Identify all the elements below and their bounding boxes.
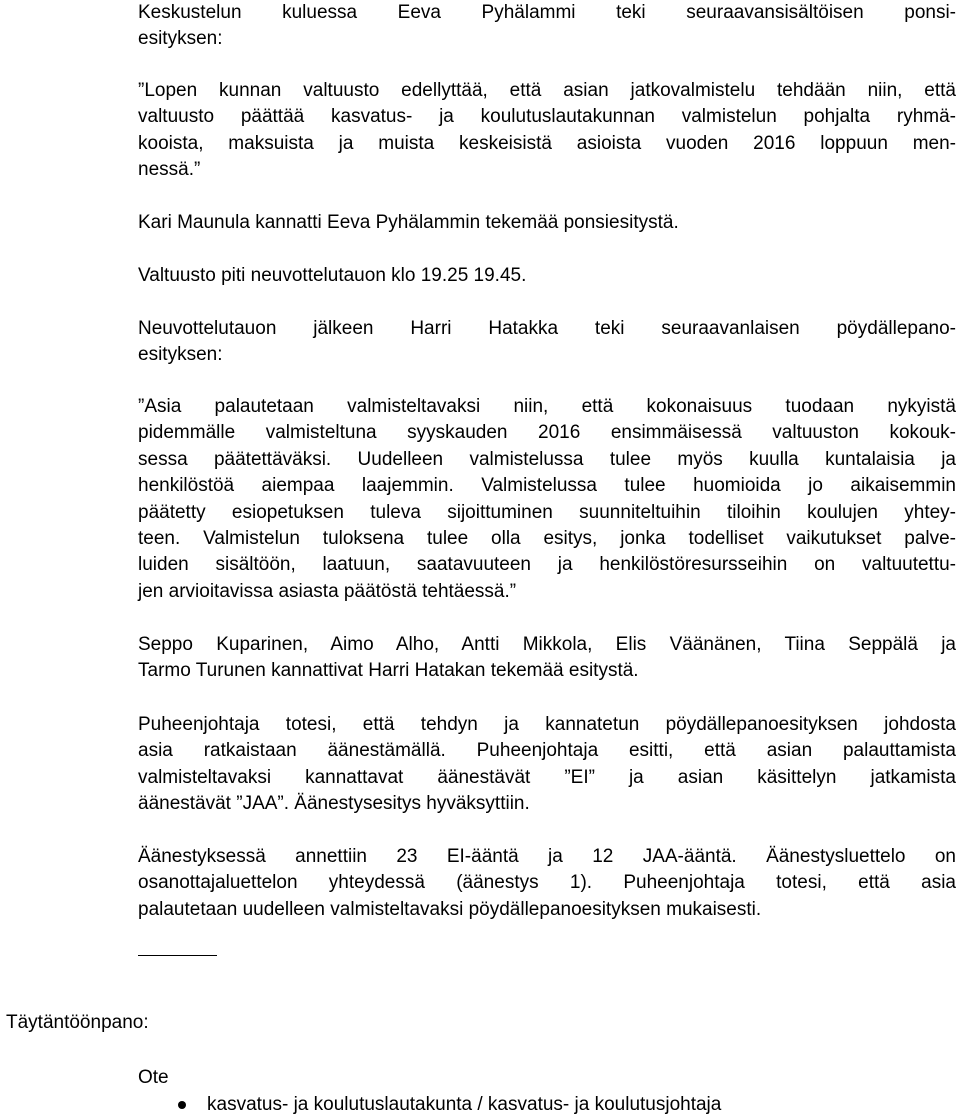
paragraph-kannatus-2 [138,632,956,685]
text-line: sessa päätettäväksi. Uudelleen valmistelussa tulee myös kuulla kuntalaisia ja [138,448,956,470]
text-line: asia ratkaistaan äänestämällä. Puheenjohtaja esitti, että asian palauttamista [138,740,956,762]
text-line: äänestävät ”JAA”. Äänestysesitys hyväksyttiin. [138,793,530,815]
paragraph-pons-intro [138,0,956,53]
text-line: Puheenjohtaja totesi, että tehdyn ja kannatetun pöydällepanoesityksen johdosta [138,714,956,735]
text-line: kooista, maksuista ja muista keskeisistä asioista vuoden 2016 loppuun men- [138,132,956,154]
paragraph-neuvottelutauko [138,263,956,289]
bullet-icon [178,1101,186,1109]
list-item [178,1094,721,1116]
paragraph-kannatus-1 [138,210,956,236]
list-item-text: kasvatus- ja koulutuslautakunta / kasvatus- ja koulutusjohtaja [207,1094,722,1115]
paragraph-poydallepano-quote [138,394,956,605]
text-line: nessä.” [138,159,201,181]
text-line: teen. Valmistelun tuloksena tulee olla esitys, jonka todelliset vaikutukset palve- [138,528,956,550]
text-line: Keskustelun kuluessa Eeva Pyhälammi teki seuraavansisältöisen ponsi- [138,2,956,23]
text-line: Kari Maunula kannatti Eeva Pyhälammin tekemää ponsiesitystä. [138,212,679,233]
text-line: pidemmälle valmisteltuna syyskauden 2016 ensimmäisessä valtuuston kokouk- [138,422,956,444]
text-line: Tarmo Turunen kannattivat Harri Hatakan tekemää esitystä. [138,660,639,682]
text-line: esityksen: [138,28,223,50]
text-line: luiden sisältöön, laatuun, saatavuuteen ja henkilöstöresursseihin on valtuutettu- [138,554,956,576]
paragraph-aanestys-tulos [138,844,956,923]
text-line: osanottajaluettelon yhteydessä (äänestys 1). Puheenjohtaja totesi, että asia [138,872,956,894]
paragraph-pons-quote [138,78,956,184]
text-line: Neuvottelutauon jälkeen Harri Hatakka teki seuraavanlaisen pöydällepano- [138,318,956,339]
text-line: valmisteltavaksi kannattavat äänestävät ”EI” ja asian käsittelyn jatkamista [138,766,956,788]
text-line: Valtuusto piti neuvottelutauon klo 19.25 19.45. [138,265,527,286]
text-line: esityksen: [138,344,223,366]
text-line: Seppo Kuparinen, Aimo Alho, Antti Mikkola, Elis Väänänen, Tiina Seppälä ja [138,634,956,655]
text-line: palautetaan uudelleen valmisteltavaksi pöydällepanoesityksen mukaisesti. [138,898,762,920]
text-line: ”Asia palautetaan valmisteltavaksi niin, että kokonaisuus tuodaan nykyistä [138,396,956,417]
text-line: valtuusto päättää kasvatus- ja koulutuslautakunnan valmistelun pohjalta ryhmä- [138,106,956,128]
text-line: päätetty esiopetuksen tuleva sijoittuminen suunniteltuihin tiloihin koulujen yhtey- [138,501,956,523]
separator-line [138,955,217,956]
ote-label: Ote [138,1067,169,1088]
text-line: jen arvioitavissa asiasta päätöstä tehtäessä.” [138,580,517,602]
text-line: Äänestyksessä annettiin 23 EI-ääntä ja 12 JAA-ääntä. Äänestysluettelo on [138,846,956,867]
paragraph-poydallepano-intro [138,316,956,369]
side-label-taytantoonpano: Täytäntöönpano: [6,1012,149,1033]
text-line: henkilöstöä aiempaa laajemmin. Valmistelussa tulee huomioida jo aikaisemmin [138,475,956,497]
text-line: ”Lopen kunnan valtuusto edellyttää, että asian jatkovalmistelu tehdään niin, että [138,80,956,101]
paragraph-aanestys-esitys [138,712,956,818]
